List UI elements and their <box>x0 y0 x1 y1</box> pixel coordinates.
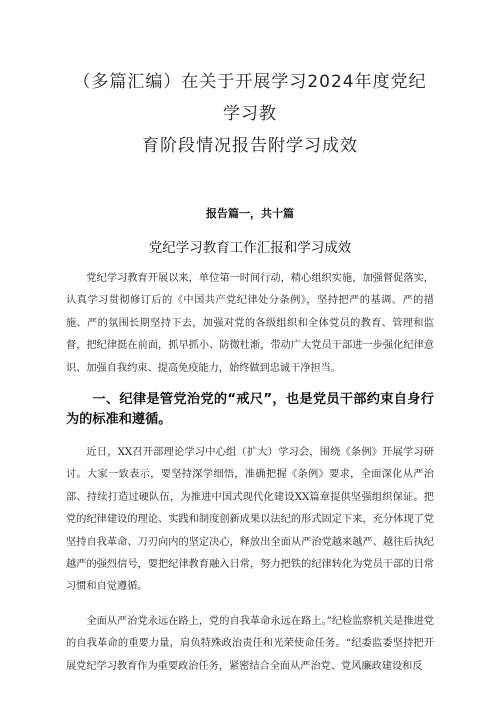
title-line-2: 育阶段情况报告附学习成效 <box>142 136 358 156</box>
paragraph-3: 全面从严治党永远在路上，党的自我革命永远在路上。”纪检监察机关是推进党的自我革命的重要力量，肩负特殊政治责任和光荣使命任务。“纪委监委坚持把开展党纪学习教育作为重要政治任务，紧密结合全面从严治党、党风廉政建设和反 <box>66 615 434 672</box>
section-title: 党纪学习教育工作汇报和学习成效 <box>148 240 352 256</box>
report-label: 报告篇一，共十篇 <box>206 207 294 220</box>
document-title <box>66 0 434 162</box>
heading-1: 一、纪律是管党治党的“戒尺”，也是党员干部约束自身行为的标准和遵循。 <box>66 392 434 428</box>
paragraph-2: 近日，XX召开部理论学习中心组（扩大）学习会，围绕《条例》开展学习研讨。大家一致表示，要坚持深学细悟，准确把握《条例》要求，全面深化从严治部、持续打造过硬队伍，为推进中国式现代化建设XX篇章提供坚强组织保证。把党的纪律建设的理论、实践和制度创新成果以法纪的形式固定下来，充分体现了党坚持自我革命、刀刃向内的坚定决心，释放出全面从严治党越来越严、越往后执纪越严的强烈信号，要把纪律教育融入日常，努力把铁的纪律转化为党员干部的日常习惯和自觉遵循。 <box>66 447 434 593</box>
paragraph-1: 党纪学习教育开展以来，单位第一时间行动，精心组织实施，加强督促落实，认真学习贯彻修订后的《中国共产党纪律处分条例》，坚持把严的基调、严的措施、严的氛围长期坚持下去，加强对党的各级组织和全体党员的教育、管理和监督，把纪律挺在前面，抓早抓小、防微杜渐，带动广大党员干部进一步强化纪律意识、加强自我约束、提高免疫能力，始终做到忠诚干净担当。 <box>66 273 434 374</box>
title-line-1: （多篇汇编）在关于开展学习2024年度党纪学习教 <box>73 72 427 124</box>
